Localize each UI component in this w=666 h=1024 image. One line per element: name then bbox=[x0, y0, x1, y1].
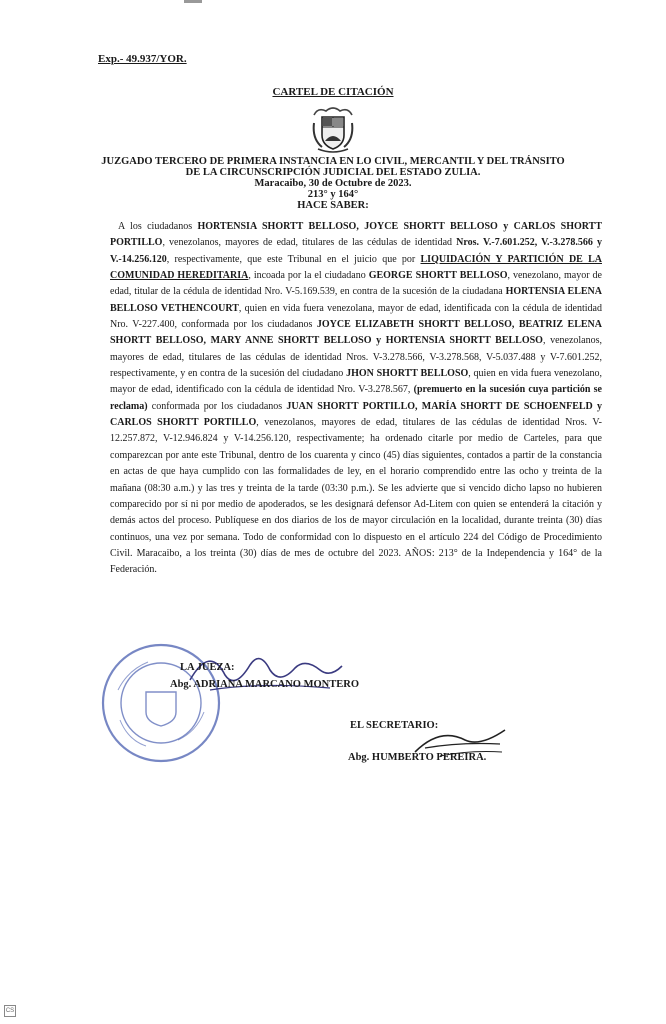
body-paragraph: A los ciudadanos HORTENSIA SHORTT BELLOSO, JOYCE SHORTT BELLOSO y CARLOS SHORTT PORTILLO, venezolanos, mayores de edad, titulares de las cédulas de identidad Nros. V.-7.601.252, V.-3.278.566 y V.-14.256.120, respectivamente, que este Tribunal en el juicio que por LIQUIDACIÓN Y PARTICIÓN DE LA COMUNIDAD HEREDITARIA, incoada por la el ciudadano GEORGE SHORTT BELLOSO, venezolano, mayor de edad, titular de la cédula de identidad Nro. V-5.169.539, en contra de la sucesión de la ciudadana HORTENSIA ELENA BELLOSO VETHENCOURT, quien en vida fuera venezolana, mayor de edad, identificada con la cédula de identidad Nro. V-227.400, conformada por los ciudadanos JOYCE ELIZABETH SHORTT BELLOSO, BEATRIZ ELENA SHORTT BELLOSO, MARY ANNE SHORTT BELLOSO y HORTENSIA SHORTT BELLOSO, venezolanos, mayores de edad, titulares de las cédulas de identidad Nros. V-3.278.566, V-3.278.568, V-5.037.488 y V-7.601.252, respectivamente, y en contra de la sucesión del ciudadano JHON SHORTT BELLOSO, quien en vida fuera venezolano, mayor de edad, identificado con la cédula de identidad Nro. V-3.278.567, (premuerto en la sucesión cuya partición se reclama) conformada por los ciudadanos JUAN SHORTT PORTILLO, MARÍA SHORTT DE SCHOENFELD y CARLOS SHORTT PORTILLO, venezolanos, mayores de edad, titulares de las cédulas de identidad Nros. V-12.257.872, V-12.946.824 y V-14.256.120, respectivamente; ha ordenado citarle por medio de Carteles, para que comparezcan por ante este Tribunal, dentro de los cuarenta y cinco (45) días siguientes, contados a partir de la constancia en actas de que haya cumplido con las formalidades de ley, en el horario comprendido entre las ocho y treinta de la mañana (08:30 a.m.) y las tres y treinta de la tarde (03:30 p.m.). Se les advierte que si vencido dicho lapso no hubieren comparecido por sí ni por medio de apoderados, se les designará defensor Ad-Litem con quien se entenderá la citación y demás actos del proceso. Publíquese en dos diarios de los de mayor circulación en la localidad, durante treinta (30) días continuos, una vez por semana. Todo de conformidad con lo dispuesto en el artículo 224 del Código de Procedimiento Civil. Maracaibo, a los treinta (30) días de mes de octubre del 2023. AÑOS: 213° de la Independencia y 164° de la Federación. bbox=[110, 221, 602, 576]
scanner-logo: CS bbox=[4, 1005, 16, 1017]
expediente-number: Exp.- 49.937/YOR. bbox=[98, 53, 187, 65]
jueza-label: LA JUEZA: bbox=[180, 662, 235, 673]
document-body bbox=[110, 219, 602, 579]
coat-of-arms-icon bbox=[308, 105, 358, 155]
secretario-label: EL SECRETARIO: bbox=[350, 720, 439, 731]
secretario-name: Abg. HUMBERTO PEREIRA. bbox=[348, 752, 487, 763]
header-line: Maracaibo, 30 de Octubre de 2023. bbox=[254, 178, 412, 189]
document-title: CARTEL DE CITACIÓN bbox=[272, 86, 394, 98]
header-line: DE LA CIRCUNSCRIPCIÓN JUDICIAL DEL ESTADO ZULIA. bbox=[185, 167, 481, 178]
court-header bbox=[90, 156, 576, 211]
header-line: JUZGADO TERCERO DE PRIMERA INSTANCIA EN LO CIVIL, MERCANTIL Y DEL TRÁNSITO bbox=[101, 156, 565, 167]
header-line: 213° y 164° bbox=[307, 189, 359, 200]
header-line: HACE SABER: bbox=[297, 200, 369, 211]
jueza-name: Abg. ADRIANA MARCANO MONTERO bbox=[170, 679, 360, 690]
scan-artifact bbox=[184, 0, 202, 3]
